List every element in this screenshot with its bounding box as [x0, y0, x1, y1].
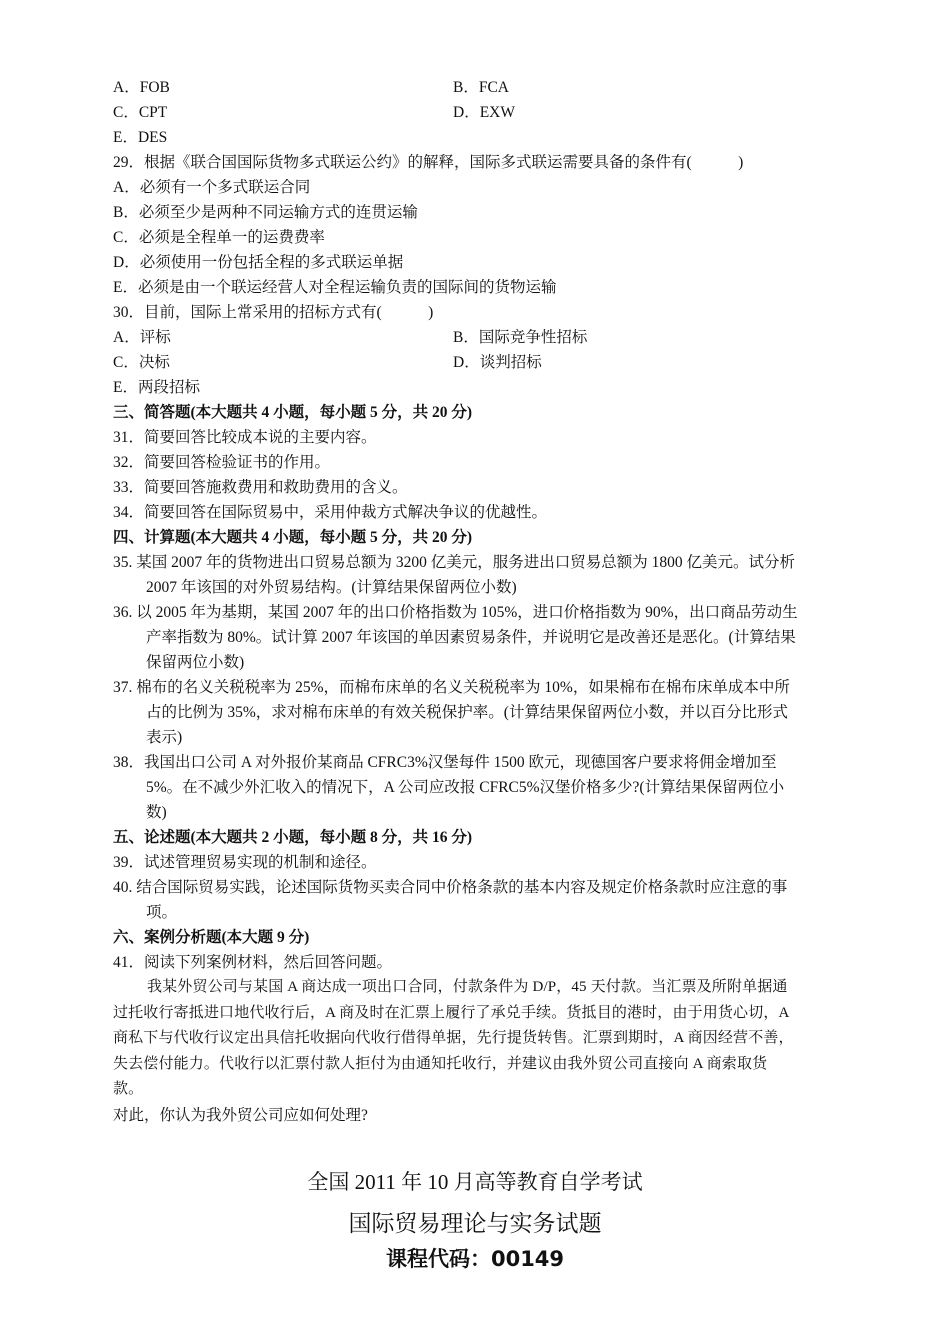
- q32: 32．简要回答检验证书的作用。: [113, 454, 331, 471]
- exam-body: [113, 75, 845, 1128]
- q28-option-a: A．FOB: [113, 79, 170, 96]
- exam-title: 全国 2011 年 10 月高等教育自学考试: [307, 1170, 643, 1194]
- case-question: 对此，你认为我外贸公司应如何处理?: [113, 1106, 368, 1124]
- q31: 31．简要回答比较成本说的主要内容。: [113, 429, 377, 446]
- q39: 39．试述管理贸易实现的机制和途径。: [113, 854, 377, 871]
- course-code: 课程代码：00149: [385, 1247, 565, 1271]
- q41: 41．阅读下列案例材料，然后回答问题。: [113, 954, 393, 971]
- q35-line-1: 35. 某国 2007 年的货物进出口贸易总额为 3200 亿美元，服务进出口贸易总额为 1800 亿美元。试分析: [113, 554, 796, 571]
- section-3-heading: 三、简答题(本大题共 4 小题，每小题 5 分，共 20 分): [113, 404, 473, 421]
- q28-options-row-2: [113, 100, 845, 125]
- q29-option-c: C．必须是全程单一的运费费率: [113, 229, 325, 246]
- q33: 33．简要回答施救费用和救助费用的含义。: [113, 479, 408, 496]
- q29-option-a: A．必须有一个多式联运合同: [113, 179, 311, 196]
- q29-option-d: D．必须使用一份包括全程的多式联运单据: [113, 254, 404, 271]
- q30-option-b: B．国际竞争性招标: [453, 329, 588, 346]
- q37-line-2: 占的比例为 35%，求对棉布床单的有效关税保护率。(计算结果保留两位小数，并以百分比形式: [146, 704, 788, 721]
- case-line-5: 款。: [113, 1081, 144, 1097]
- q28-options-row-1: [113, 75, 845, 100]
- q30-options-row-2: [113, 350, 845, 375]
- q38-line-2: 5%。在不减少外汇收入的情况下，A 公司应改报 CFRC5%汉堡价格多少?(计算结果保留两位小: [146, 779, 785, 796]
- q38-line-1: 38．我国出口公司 A 对外报价某商品 CFRC3%汉堡每件 1500 欧元，现德国客户要求将佣金增加至: [113, 754, 777, 771]
- case-line-4: 失去偿付能力。代收行以汇票付款人拒付为由通知托收行，并建议由我外贸公司直接向 A 商索取货: [113, 1055, 768, 1072]
- q28-option-c: C．CPT: [113, 104, 168, 121]
- case-line-2: 过托收行寄抵进口地代收行后，A 商及时在汇票上履行了承兑手续。货抵目的港时，由于用货心切，A: [113, 1004, 790, 1021]
- q29-option-e: E．必须是由一个联运经营人对全程运输负责的国际间的货物运输: [113, 279, 557, 296]
- q30-option-e: E．两段招标: [113, 379, 200, 396]
- q34: 34．简要回答在国际贸易中，采用仲裁方式解决争议的优越性。: [113, 504, 548, 521]
- q30-option-a: A．评标: [113, 329, 171, 346]
- section-6-heading: 六、案例分析题(本大题 9 分): [113, 929, 310, 946]
- case-line-1: 我某外贸公司与某国 A 商达成一项出口合同，付款条件为 D/P，45 天付款。当汇票及所附单据通: [147, 979, 788, 995]
- q38-line-3: 数): [146, 804, 167, 821]
- q28-option-b: B．FCA: [453, 79, 509, 96]
- q36-line-1: 36. 以 2005 年为基期，某国 2007 年的出口价格指数为 105%，进口价格指数为 90%，出口商品劳动生: [113, 604, 798, 621]
- q40-line-1: 40. 结合国际贸易实践，论述国际货物买卖合同中价格条款的基本内容及规定价格条款时应注意的事: [113, 879, 788, 896]
- paper-title: 国际贸易理论与实务试题: [348, 1211, 602, 1237]
- q36-line-3: 保留两位小数): [146, 654, 245, 671]
- case-line-3: 商私下与代收行议定出具信托收据向代收行借得单据，先行提货转售。汇票到期时，A 商因经营不善，: [113, 1030, 794, 1046]
- q29-option-b: B．必须至少是两种不同运输方式的连贯运输: [113, 204, 418, 221]
- q37-line-3: 表示): [146, 729, 183, 746]
- q40-line-2: 项。: [146, 904, 178, 921]
- q28-option-e: E．DES: [113, 129, 168, 146]
- q28-option-d: D．EXW: [453, 104, 515, 121]
- q36-line-2: 产率指数为 80%。试计算 2007 年该国的单因素贸易条件，并说明它是改善还是恶化。(计算结果: [146, 629, 796, 646]
- q37-line-1: 37. 棉布的名义关税税率为 25%，而棉布床单的名义关税税率为 10%，如果棉布在棉布床单成本中所: [113, 679, 790, 696]
- q30-stem: 30．目前，国际上常采用的招标方式有( ): [113, 304, 434, 321]
- q30-option-c: C．决标: [113, 354, 170, 371]
- q30-option-d: D．谈判招标: [453, 354, 542, 371]
- section-5-heading: 五、论述题(本大题共 2 小题，每小题 8 分，共 16 分): [113, 829, 473, 846]
- q29-stem: 29．根据《联合国国际货物多式联运公约》的解释，国际多式联运需要具备的条件有( ): [113, 154, 744, 171]
- section-4-heading: 四、计算题(本大题共 4 小题，每小题 5 分，共 20 分): [113, 529, 473, 546]
- q30-options-row-1: [113, 325, 845, 350]
- q35-line-2: 2007 年该国的对外贸易结构。(计算结果保留两位小数): [146, 579, 517, 596]
